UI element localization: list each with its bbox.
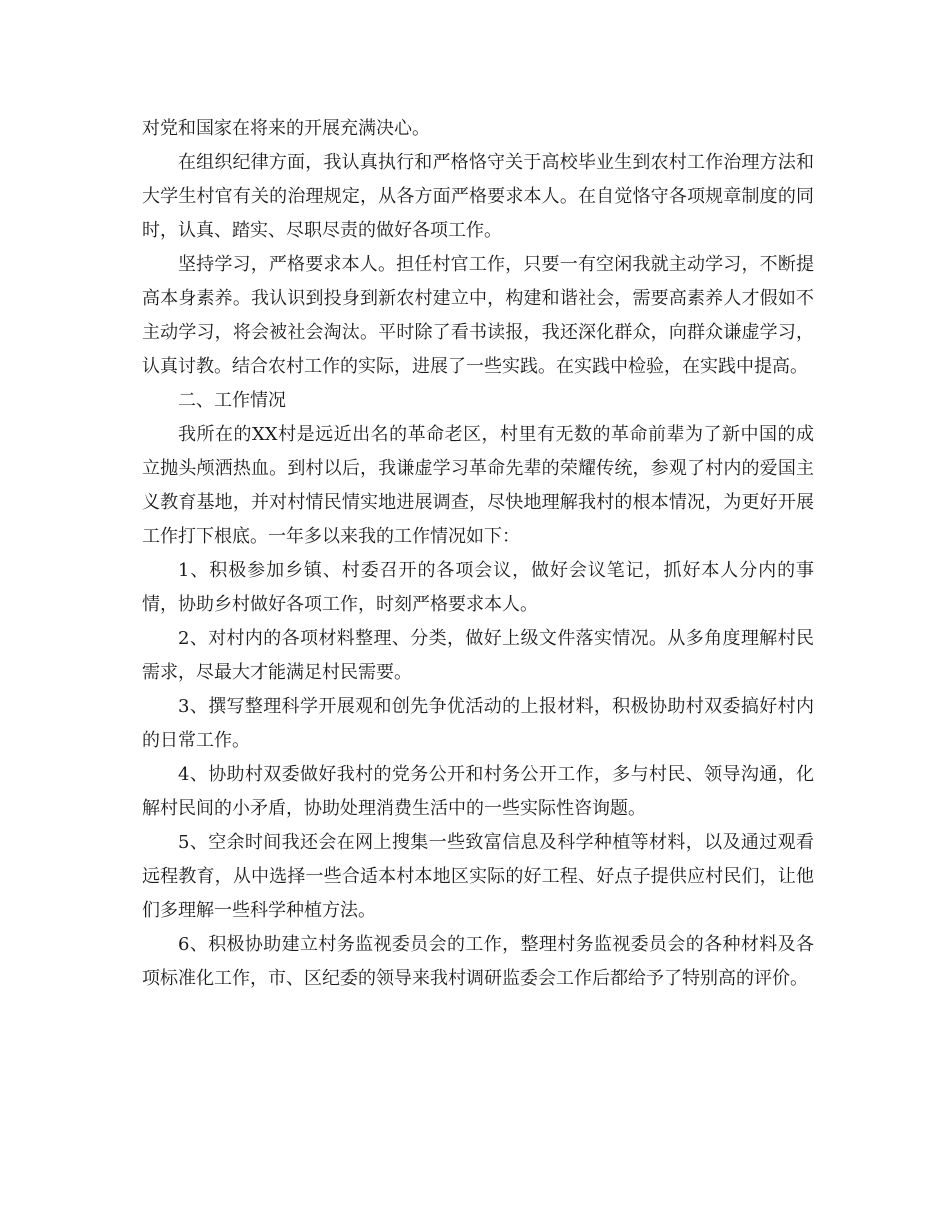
list-item: 5、空余时间我还会在网上搜集一些致富信息及科学种植等材料，以及通过观看远程教育，从中选择一些合适本村本地区实际的好工程、好点子提供应村民们，让他们多理解一些科学种植方法。 xyxy=(142,832,814,921)
list-item: 6、积极协助建立村务监视委员会的工作，整理村务监视委员会的各种材料及各项标准化工作，市、区纪委的领导来我村调研监委会工作后都给予了特别高的评价。 xyxy=(142,934,814,989)
list-item: 2、对村内的各项材料整理、分类，做好上级文件落实情况。从多角度理解村民需求，尽最大才能满足村民需要。 xyxy=(142,628,814,683)
paragraph: 对党和国家在将来的开展充满决心。 xyxy=(142,118,430,139)
document-body xyxy=(142,112,814,996)
paragraph: 在组织纪律方面，我认真执行和严格恪守关于高校毕业生到农村工作治理方法和大学生村官有关的治理规定，从各方面严格要求本人。在自觉恪守各项规章制度的同时，认真、踏实、尽职尽责的做好各项工作。 xyxy=(142,152,814,241)
paragraph: 坚持学习，严格要求本人。担任村官工作，只要一有空闲我就主动学习，不断提高本身素养。我认识到投身到新农村建立中，构建和谐社会，需要高素养人才假如不主动学习，将会被社会淘汰。平时除了看书读报，我还深化群众，向群众谦虚学习，认真讨教。结合农村工作的实际，进展了一些实践。在实践中检验，在实践中提高。 xyxy=(142,254,814,377)
list-item: 3、撰写整理科学开展观和创先争优活动的上报材料，积极协助村双委搞好村内的日常工作。 xyxy=(142,696,814,751)
list-item: 1、积极参加乡镇、村委召开的各项会议，做好会议笔记，抓好本人分内的事情，协助乡村做好各项工作，时刻严格要求本人。 xyxy=(142,560,814,615)
list-item: 4、协助村双委做好我村的党务公开和村务公开工作，多与村民、领导沟通，化解村民间的小矛盾，协助处理消费生活中的一些实际性咨询题。 xyxy=(142,764,814,819)
section-heading: 二、工作情况 xyxy=(178,390,286,411)
paragraph: 我所在的XX村是远近出名的革命老区，村里有无数的革命前辈为了新中国的成立抛头颅洒热血。到村以后，我谦虚学习革命先辈的荣耀传统，参观了村内的爱国主义教育基地，并对村情民情实地进展调查，尽快地理解我村的根本情况，为更好开展工作打下根底。一年多以来我的工作情况如下： xyxy=(142,424,814,547)
